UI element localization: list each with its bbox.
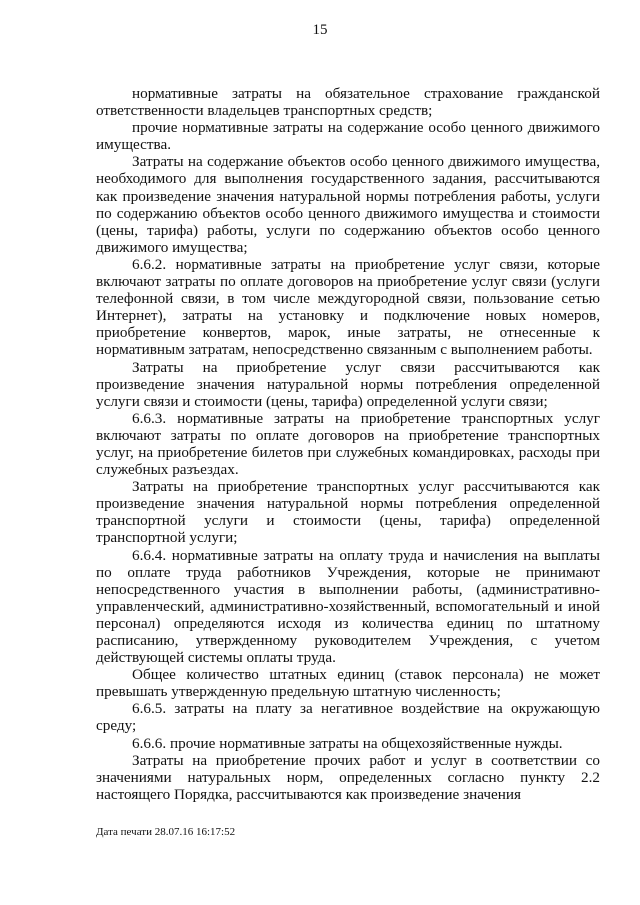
paragraph-transport-calc: Затраты на приобретение транспортных услуг рассчитываются как произведение значения натуральной нормы потребления определенной транспортной услуги и стоимости (цены, тарифа) определенной транспортной услуги; (96, 478, 600, 547)
paragraph-property-maintenance-calc: Затраты на содержание объектов особо ценного движимого имущества, необходимого для выполнения государственного задания, рассчитываются как произведение значения натуральной нормы потребления работы, услуги по содержанию объектов особо ценного движимого имущества и стоимости (цены, тарифа) работы, услуги по содержанию объектов особо ценного движимого имущества; (96, 153, 600, 256)
paragraph-6-6-6-general-needs: 6.6.6. прочие нормативные затраты на общехозяйственные нужды. (132, 734, 563, 752)
paragraph-6-6-4-payroll: 6.6.4. нормативные затраты на оплату труда и начисления на выплаты по оплате труда работников Учреждения, которые не принимают непосредственного участия в выполнении работы, (административно-управленческий, административно-хозяйственный, вспомогательный и иной персонал) определяются исходя из количества единиц по штатному расписанию, утвержденному руководителем Учреждения, с учетом действующей системы оплаты труда. (96, 546, 600, 667)
print-date: Дата печати 28.07.16 16:17:52 (96, 826, 236, 838)
paragraph-other-works-calc: Затраты на приобретение прочих работ и услуг в соответствии со значениями натуральных норм, определенных согласно пункту 2.2 настоящего Порядка, рассчитываются как произведение значения (96, 751, 600, 803)
paragraph-communication-calc: Затраты на приобретение услуг связи рассчитываются как произведение значения натуральной нормы потребления определенной услуги связи и стоимости (цены, тарифа) определенной услуги связи; (96, 358, 600, 410)
paragraph-6-6-3-transport: 6.6.3. нормативные затраты на приобретение транспортных услуг включают затраты по оплате договоров на приобретение транспортных услуг, на приобретение билетов при служебных командировках, расходы при служебных разъездах. (96, 409, 600, 479)
page-number: 15 (312, 22, 328, 38)
paragraph-6-6-5-environment: 6.6.5. затраты на плату за негативное воздействие на окружающую среду; (96, 700, 600, 735)
document-body (96, 85, 600, 803)
paragraph-insurance-costs: нормативные затраты на обязательное страхование гражданской ответственности владельцев транспортных средств; (96, 85, 600, 120)
paragraph-staff-limit: Общее количество штатных единиц (ставок персонала) не может превышать утвержденную предельную штатную численность; (96, 666, 600, 701)
paragraph-6-6-2-communication: 6.6.2. нормативные затраты на приобретение услуг связи, которые включают затраты по оплате договоров на приобретение услуг связи (услуги телефонной связи, в том числе междугородной связи, пользование сетью Интернет), затраты на установку и подключение новых номеров, приобретение конвертов, марок, иные затраты, не отнесенные к нормативным затратам, непосредственно связанным с выполнением работы. (96, 255, 600, 359)
paragraph-other-property-costs: прочие нормативные затраты на содержание особо ценного движимого имущества. (96, 119, 600, 154)
